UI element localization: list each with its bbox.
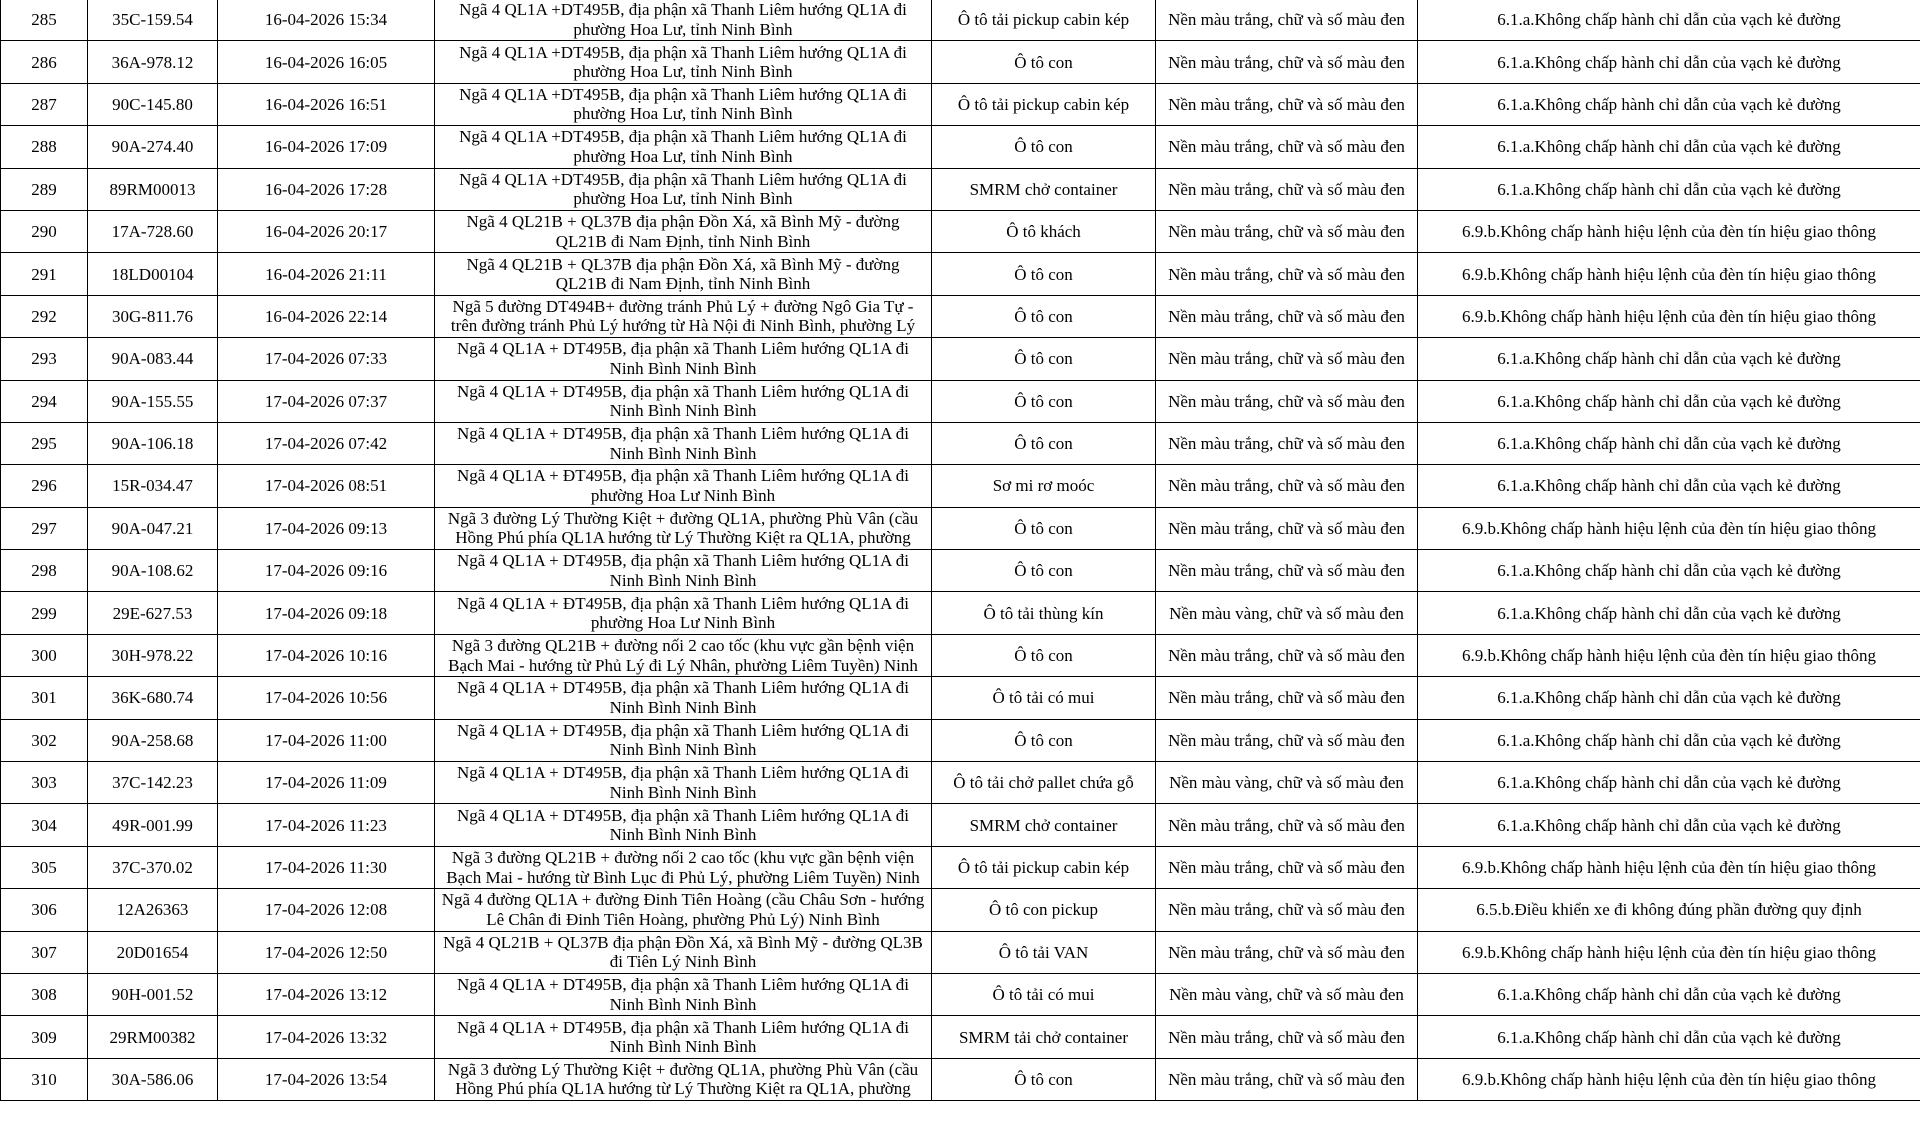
vehicle-type-cell: Ô tô tải có mui <box>932 677 1156 719</box>
violation-time-cell: 16-04-2026 22:14 <box>218 295 435 337</box>
table-row <box>1 762 1920 804</box>
violation-time-cell: 17-04-2026 13:32 <box>218 1016 435 1058</box>
vehicle-type-cell: SMRM tải chở container <box>932 1016 1156 1058</box>
vehicle-type-cell: Ô tô con <box>932 126 1156 168</box>
location-text: Ngã 4 QL1A + DT495B, địa phận xã Thanh Liêm hướng QL1A đi Ninh Bình Ninh Bình <box>457 805 909 845</box>
location-text: Ngã 4 QL1A + DT495B, địa phận xã Thanh Liêm hướng QL1A đi Ninh Bình Ninh Bình <box>457 763 909 802</box>
plate-color-cell: Nền màu vàng, chữ và số màu đen <box>1156 973 1418 1015</box>
plate-color-cell: Nền màu trắng, chữ và số màu đen <box>1156 295 1418 337</box>
location-cell <box>435 295 932 337</box>
violation-type-cell: 6.1.a.Không chấp hành chỉ dẫn của vạch kẻ đường <box>1418 719 1920 761</box>
location-cell <box>435 1058 932 1100</box>
location-text: Ngã 4 QL21B + QL37B địa phận Đồn Xá, xã Bình Mỹ - đường QL21B đi Nam Định, tỉnh Ninh Bình <box>466 254 900 294</box>
violation-type-cell: 6.1.a.Không chấp hành chỉ dẫn của vạch kẻ đường <box>1418 1016 1920 1058</box>
row-number-cell: 302 <box>1 719 88 761</box>
location-cell <box>435 338 932 380</box>
table-row <box>1 465 1920 507</box>
violation-type-cell: 6.9.b.Không chấp hành hiệu lệnh của đèn tín hiệu giao thông <box>1418 931 1920 973</box>
table-row <box>1 83 1920 125</box>
row-number-cell: 304 <box>1 804 88 846</box>
license-plate-cell: 18LD00104 <box>88 253 218 295</box>
vehicle-type-cell: SMRM chở container <box>932 168 1156 210</box>
violation-time-cell: 17-04-2026 13:54 <box>218 1058 435 1100</box>
violation-time-cell: 16-04-2026 20:17 <box>218 210 435 252</box>
violation-time-cell: 17-04-2026 10:56 <box>218 677 435 719</box>
violation-time-cell: 17-04-2026 07:33 <box>218 338 435 380</box>
plate-color-cell: Nền màu vàng, chữ và số màu đen <box>1156 592 1418 634</box>
violation-time-cell: 17-04-2026 09:13 <box>218 507 435 549</box>
plate-color-cell: Nền màu trắng, chữ và số màu đen <box>1156 550 1418 592</box>
violation-type-cell: 6.1.a.Không chấp hành chỉ dẫn của vạch kẻ đường <box>1418 380 1920 422</box>
location-text: Ngã 4 QL1A + ĐT495B, địa phận xã Thanh Liêm hướng QL1A đi phường Hoa Lư Ninh Bình <box>457 593 909 633</box>
violation-time-cell: 17-04-2026 11:00 <box>218 719 435 761</box>
table-row <box>1 550 1920 592</box>
row-number-cell: 295 <box>1 422 88 464</box>
location-text: Ngã 4 QL1A + DT495B, địa phận xã Thanh Liêm hướng QL1A đi Ninh Bình Ninh Bình <box>457 339 909 378</box>
table-row <box>1 804 1920 846</box>
violation-type-cell: 6.9.b.Không chấp hành hiệu lệnh của đèn tín hiệu giao thông <box>1418 846 1920 888</box>
plate-color-cell: Nền màu trắng, chữ và số màu đen <box>1156 380 1418 422</box>
table-row <box>1 295 1920 337</box>
vehicle-type-cell: Ô tô con <box>932 295 1156 337</box>
license-plate-cell: 30G-811.76 <box>88 295 218 337</box>
table-row <box>1 931 1920 973</box>
location-text: Ngã 4 QL21B + QL37B địa phận Đồn Xá, xã Bình Mỹ - đường QL3B đi Tiên Lý Ninh Bình <box>443 932 923 972</box>
location-cell <box>435 83 932 125</box>
vehicle-type-cell: SMRM chở container <box>932 804 1156 846</box>
plate-color-cell: Nền màu trắng, chữ và số màu đen <box>1156 889 1418 931</box>
violation-time-cell: 16-04-2026 17:28 <box>218 168 435 210</box>
location-cell <box>435 889 932 931</box>
violation-type-cell: 6.1.a.Không chấp hành chỉ dẫn của vạch kẻ đường <box>1418 804 1920 846</box>
row-number-cell: 299 <box>1 592 88 634</box>
location-text: Ngã 3 đường Lý Thường Kiệt + đường QL1A, phường Phù Vân (cầu Hồng Phú phía QL1A hướng từ Lý Thường Kiệt ra QL1A, phường <box>447 508 919 548</box>
vehicle-type-cell: Ô tô khách <box>932 210 1156 252</box>
table-row <box>1 973 1920 1015</box>
row-number-cell: 308 <box>1 973 88 1015</box>
license-plate-cell: 90H-001.52 <box>88 973 218 1015</box>
license-plate-cell: 36K-680.74 <box>88 677 218 719</box>
vehicle-type-cell: Ô tô con <box>932 719 1156 761</box>
violation-type-cell: 6.1.a.Không chấp hành chỉ dẫn của vạch kẻ đường <box>1418 592 1920 634</box>
row-number-cell: 300 <box>1 634 88 676</box>
vehicle-type-cell: Ô tô con <box>932 507 1156 549</box>
row-number-cell: 287 <box>1 83 88 125</box>
violation-type-cell: 6.9.b.Không chấp hành hiệu lệnh của đèn tín hiệu giao thông <box>1418 210 1920 252</box>
license-plate-cell: 90A-083.44 <box>88 338 218 380</box>
location-text: Ngã 4 QL1A + DT495B, địa phận xã Thanh Liêm hướng QL1A đi Ninh Bình Ninh Bình <box>457 381 909 421</box>
row-number-cell: 286 <box>1 41 88 83</box>
table-row <box>1 0 1920 41</box>
vehicle-type-cell: Ô tô con <box>932 41 1156 83</box>
violation-type-cell: 6.9.b.Không chấp hành hiệu lệnh của đèn tín hiệu giao thông <box>1418 253 1920 295</box>
vehicle-type-cell: Ô tô con <box>932 1058 1156 1100</box>
plate-color-cell: Nền màu trắng, chữ và số màu đen <box>1156 804 1418 846</box>
license-plate-cell: 36A-978.12 <box>88 41 218 83</box>
vehicle-type-cell: Ô tô tải pickup cabin kép <box>932 0 1156 41</box>
vehicle-type-cell: Ô tô con <box>932 422 1156 464</box>
violation-time-cell: 16-04-2026 17:09 <box>218 126 435 168</box>
violation-time-cell: 17-04-2026 07:42 <box>218 422 435 464</box>
plate-color-cell: Nền màu trắng, chữ và số màu đen <box>1156 41 1418 83</box>
plate-color-cell: Nền màu trắng, chữ và số màu đen <box>1156 507 1418 549</box>
license-plate-cell: 30H-978.22 <box>88 634 218 676</box>
violation-time-cell: 17-04-2026 11:09 <box>218 762 435 804</box>
location-cell <box>435 931 932 973</box>
location-text: Ngã 4 QL1A +DT495B, địa phận xã Thanh Liêm hướng QL1A đi phường Hoa Lư, tỉnh Ninh Bình <box>459 0 907 39</box>
license-plate-cell: 15R-034.47 <box>88 465 218 507</box>
row-number-cell: 294 <box>1 380 88 422</box>
plate-color-cell: Nền màu trắng, chữ và số màu đen <box>1156 83 1418 125</box>
violation-type-cell: 6.5.b.Điều khiển xe đi không đúng phần đường quy định <box>1418 889 1920 931</box>
location-text: Ngã 4 QL1A +DT495B, địa phận xã Thanh Liêm hướng QL1A đi phường Hoa Lư, tỉnh Ninh Bình <box>459 42 907 82</box>
row-number-cell: 309 <box>1 1016 88 1058</box>
row-number-cell: 292 <box>1 295 88 337</box>
license-plate-cell: 49R-001.99 <box>88 804 218 846</box>
row-number-cell: 307 <box>1 931 88 973</box>
violation-type-cell: 6.1.a.Không chấp hành chỉ dẫn của vạch kẻ đường <box>1418 762 1920 804</box>
location-text: Ngã 4 QL1A + DT495B, địa phận xã Thanh Liêm hướng QL1A đi Ninh Bình Ninh Bình <box>457 975 909 1014</box>
table-row <box>1 41 1920 83</box>
violation-type-cell: 6.9.b.Không chấp hành hiệu lệnh của đèn tín hiệu giao thông <box>1418 634 1920 676</box>
plate-color-cell: Nền màu trắng, chữ và số màu đen <box>1156 719 1418 761</box>
violation-type-cell: 6.1.a.Không chấp hành chỉ dẫn của vạch kẻ đường <box>1418 550 1920 592</box>
violation-type-cell: 6.1.a.Không chấp hành chỉ dẫn của vạch kẻ đường <box>1418 168 1920 210</box>
location-text: Ngã 4 QL1A + DT495B, địa phận xã Thanh Liêm hướng QL1A đi Ninh Bình Ninh Bình <box>457 678 909 717</box>
table-row <box>1 889 1920 931</box>
vehicle-type-cell: Ô tô tải pickup cabin kép <box>932 83 1156 125</box>
violation-time-cell: 17-04-2026 12:50 <box>218 931 435 973</box>
row-number-cell: 303 <box>1 762 88 804</box>
location-cell <box>435 973 932 1015</box>
license-plate-cell: 90A-274.40 <box>88 126 218 168</box>
violation-time-cell: 16-04-2026 16:05 <box>218 41 435 83</box>
vehicle-type-cell: Ô tô tải chở pallet chứa gỗ <box>932 762 1156 804</box>
license-plate-cell: 30A-586.06 <box>88 1058 218 1100</box>
violation-time-cell: 17-04-2026 08:51 <box>218 465 435 507</box>
table-row <box>1 338 1920 380</box>
location-cell <box>435 380 932 422</box>
plate-color-cell: Nền màu trắng, chữ và số màu đen <box>1156 677 1418 719</box>
plate-color-cell: Nền màu trắng, chữ và số màu đen <box>1156 422 1418 464</box>
location-text: Ngã 3 đường QL21B + đường nối 2 cao tốc (khu vực gần bệnh viện Bạch Mai - hướng từ Phủ Lý đi Lý Nhân, phường Liêm Tuyền) Ninh <box>448 636 918 675</box>
table-body <box>1 0 1920 1101</box>
row-number-cell: 298 <box>1 550 88 592</box>
vehicle-type-cell: Ô tô tải có mui <box>932 973 1156 1015</box>
violation-type-cell: 6.1.a.Không chấp hành chỉ dẫn của vạch kẻ đường <box>1418 338 1920 380</box>
violation-type-cell: 6.1.a.Không chấp hành chỉ dẫn của vạch kẻ đường <box>1418 41 1920 83</box>
row-number-cell: 297 <box>1 507 88 549</box>
plate-color-cell: Nền màu trắng, chữ và số màu đen <box>1156 1058 1418 1100</box>
row-number-cell: 301 <box>1 677 88 719</box>
plate-color-cell: Nền màu vàng, chữ và số màu đen <box>1156 762 1418 804</box>
vehicle-type-cell: Ô tô tải VAN <box>932 931 1156 973</box>
location-cell <box>435 719 932 761</box>
vehicle-type-cell: Ô tô con <box>932 338 1156 380</box>
location-text: Ngã 3 đường Lý Thường Kiệt + đường QL1A, phường Phù Vân (cầu Hồng Phú phía QL1A hướng từ Lý Thường Kiệt ra QL1A, phường <box>447 1059 919 1099</box>
plate-color-cell: Nền màu trắng, chữ và số màu đen <box>1156 126 1418 168</box>
table-row <box>1 1016 1920 1058</box>
plate-color-cell: Nền màu trắng, chữ và số màu đen <box>1156 168 1418 210</box>
location-cell <box>435 1016 932 1058</box>
plate-color-cell: Nền màu trắng, chữ và số màu đen <box>1156 634 1418 676</box>
plate-color-cell: Nền màu trắng, chữ và số màu đen <box>1156 1016 1418 1058</box>
vehicle-type-cell: Ô tô con <box>932 634 1156 676</box>
location-cell <box>435 422 932 464</box>
license-plate-cell: 90A-106.18 <box>88 422 218 464</box>
row-number-cell: 291 <box>1 253 88 295</box>
location-cell <box>435 677 932 719</box>
plate-color-cell: Nền màu trắng, chữ và số màu đen <box>1156 210 1418 252</box>
location-cell <box>435 168 932 210</box>
violation-time-cell: 17-04-2026 11:23 <box>218 804 435 846</box>
vehicle-type-cell: Ô tô con <box>932 253 1156 295</box>
violation-type-cell: 6.1.a.Không chấp hành chỉ dẫn của vạch kẻ đường <box>1418 973 1920 1015</box>
row-number-cell: 306 <box>1 889 88 931</box>
license-plate-cell: 20D01654 <box>88 931 218 973</box>
license-plate-cell: 90C-145.80 <box>88 83 218 125</box>
violation-type-cell: 6.1.a.Không chấp hành chỉ dẫn của vạch kẻ đường <box>1418 126 1920 168</box>
table-row <box>1 422 1920 464</box>
license-plate-cell: 29RM00382 <box>88 1016 218 1058</box>
location-text: Ngã 4 QL1A + DT495B, địa phận xã Thanh Liêm hướng QL1A đi Ninh Bình Ninh Bình <box>457 424 909 463</box>
plate-color-cell: Nền màu trắng, chữ và số màu đen <box>1156 338 1418 380</box>
row-number-cell: 296 <box>1 465 88 507</box>
location-text: Ngã 5 đường DT494B+ đường tránh Phủ Lý + đường Ngô Gia Tự - trên đường tránh Phủ Lý hướng từ Hà Nội đi Ninh Bình, phường Lý <box>450 296 916 336</box>
location-text: Ngã 4 QL1A +DT495B, địa phận xã Thanh Liêm hướng QL1A đi phường Hoa Lư, tỉnh Ninh Bình <box>459 127 907 166</box>
table-row <box>1 634 1920 676</box>
location-cell <box>435 846 932 888</box>
license-plate-cell: 90A-108.62 <box>88 550 218 592</box>
plate-color-cell: Nền màu trắng, chữ và số màu đen <box>1156 931 1418 973</box>
location-text: Ngã 3 đường QL21B + đường nối 2 cao tốc (khu vực gần bệnh viện Bạch Mai - hướng từ Bình Lục đi Phủ Lý, phường Liêm Tuyền) Ninh <box>446 848 920 887</box>
location-cell <box>435 126 932 168</box>
license-plate-cell: 12A26363 <box>88 889 218 931</box>
location-text: Ngã 4 đường QL1A + đường Đinh Tiên Hoàng (cầu Châu Sơn - hướng Lê Chân đi Đinh Tiên Hoàng, phường Phủ Lý) Ninh Bình <box>441 890 925 929</box>
violation-time-cell: 16-04-2026 16:51 <box>218 83 435 125</box>
vehicle-type-cell: Ô tô con <box>932 550 1156 592</box>
location-text: Ngã 4 QL1A +DT495B, địa phận xã Thanh Liêm hướng QL1A đi phường Hoa Lư, tỉnh Ninh Bình <box>459 84 907 124</box>
vehicle-type-cell: Ô tô con pickup <box>932 889 1156 931</box>
violation-time-cell: 17-04-2026 09:16 <box>218 550 435 592</box>
violation-time-cell: 17-04-2026 09:18 <box>218 592 435 634</box>
license-plate-cell: 35C-159.54 <box>88 0 218 41</box>
table-row <box>1 168 1920 210</box>
violation-time-cell: 16-04-2026 15:34 <box>218 0 435 41</box>
table-row <box>1 380 1920 422</box>
vehicle-type-cell: Ô tô tải thùng kín <box>932 592 1156 634</box>
plate-color-cell: Nền màu trắng, chữ và số màu đen <box>1156 846 1418 888</box>
location-cell <box>435 41 932 83</box>
location-text: Ngã 4 QL1A + ĐT495B, địa phận xã Thanh Liêm hướng QL1A đi phường Hoa Lư Ninh Bình <box>457 466 909 505</box>
row-number-cell: 289 <box>1 168 88 210</box>
table-row <box>1 210 1920 252</box>
violation-type-cell: 6.1.a.Không chấp hành chỉ dẫn của vạch kẻ đường <box>1418 0 1920 41</box>
violation-type-cell: 6.9.b.Không chấp hành hiệu lệnh của đèn tín hiệu giao thông <box>1418 507 1920 549</box>
violation-type-cell: 6.1.a.Không chấp hành chỉ dẫn của vạch kẻ đường <box>1418 422 1920 464</box>
location-text: Ngã 4 QL1A + DT495B, địa phận xã Thanh Liêm hướng QL1A đi Ninh Bình Ninh Bình <box>457 551 909 590</box>
plate-color-cell: Nền màu trắng, chữ và số màu đen <box>1156 465 1418 507</box>
table-row <box>1 1058 1920 1100</box>
location-cell <box>435 550 932 592</box>
violation-type-cell: 6.1.a.Không chấp hành chỉ dẫn của vạch kẻ đường <box>1418 465 1920 507</box>
location-cell <box>435 804 932 846</box>
table-row <box>1 719 1920 761</box>
vehicle-type-cell: Ô tô tải pickup cabin kép <box>932 846 1156 888</box>
table-row <box>1 253 1920 295</box>
row-number-cell: 290 <box>1 210 88 252</box>
license-plate-cell: 89RM00013 <box>88 168 218 210</box>
location-text: Ngã 4 QL21B + QL37B địa phận Đồn Xá, xã Bình Mỹ - đường QL21B đi Nam Định, tỉnh Ninh Bình <box>466 212 900 251</box>
location-cell <box>435 507 932 549</box>
violation-type-cell: 6.9.b.Không chấp hành hiệu lệnh của đèn tín hiệu giao thông <box>1418 295 1920 337</box>
license-plate-cell: 17A-728.60 <box>88 210 218 252</box>
license-plate-cell: 90A-155.55 <box>88 380 218 422</box>
vehicle-type-cell: Ô tô con <box>932 380 1156 422</box>
license-plate-cell: 90A-047.21 <box>88 507 218 549</box>
license-plate-cell: 37C-370.02 <box>88 846 218 888</box>
violation-type-cell: 6.9.b.Không chấp hành hiệu lệnh của đèn tín hiệu giao thông <box>1418 1058 1920 1100</box>
plate-color-cell: Nền màu trắng, chữ và số màu đen <box>1156 253 1418 295</box>
table-row <box>1 846 1920 888</box>
location-cell <box>435 253 932 295</box>
location-cell <box>435 592 932 634</box>
violation-time-cell: 17-04-2026 07:37 <box>218 380 435 422</box>
violation-time-cell: 17-04-2026 11:30 <box>218 846 435 888</box>
location-text: Ngã 4 QL1A +DT495B, địa phận xã Thanh Liêm hướng QL1A đi phường Hoa Lư, tỉnh Ninh Bình <box>459 169 907 209</box>
location-text: Ngã 4 QL1A + DT495B, địa phận xã Thanh Liêm hướng QL1A đi Ninh Bình Ninh Bình <box>457 720 909 760</box>
location-cell <box>435 210 932 252</box>
row-number-cell: 305 <box>1 846 88 888</box>
table-row <box>1 126 1920 168</box>
location-cell <box>435 0 932 41</box>
row-number-cell: 285 <box>1 0 88 41</box>
location-cell <box>435 762 932 804</box>
violation-time-cell: 16-04-2026 21:11 <box>218 253 435 295</box>
table-row <box>1 677 1920 719</box>
location-cell <box>435 465 932 507</box>
violation-time-cell: 17-04-2026 13:12 <box>218 973 435 1015</box>
violation-type-cell: 6.1.a.Không chấp hành chỉ dẫn của vạch kẻ đường <box>1418 83 1920 125</box>
license-plate-cell: 29E-627.53 <box>88 592 218 634</box>
violation-time-cell: 17-04-2026 12:08 <box>218 889 435 931</box>
row-number-cell: 310 <box>1 1058 88 1100</box>
location-text: Ngã 4 QL1A + DT495B, địa phận xã Thanh Liêm hướng QL1A đi Ninh Bình Ninh Bình <box>457 1017 909 1057</box>
row-number-cell: 293 <box>1 338 88 380</box>
violation-type-cell: 6.1.a.Không chấp hành chỉ dẫn của vạch kẻ đường <box>1418 677 1920 719</box>
license-plate-cell: 37C-142.23 <box>88 762 218 804</box>
plate-color-cell: Nền màu trắng, chữ và số màu đen <box>1156 0 1418 41</box>
violation-time-cell: 17-04-2026 10:16 <box>218 634 435 676</box>
vehicle-type-cell: Sơ mi rơ moóc <box>932 465 1156 507</box>
license-plate-cell: 90A-258.68 <box>88 719 218 761</box>
location-cell <box>435 634 932 676</box>
table-row <box>1 507 1920 549</box>
row-number-cell: 288 <box>1 126 88 168</box>
table-row <box>1 592 1920 634</box>
